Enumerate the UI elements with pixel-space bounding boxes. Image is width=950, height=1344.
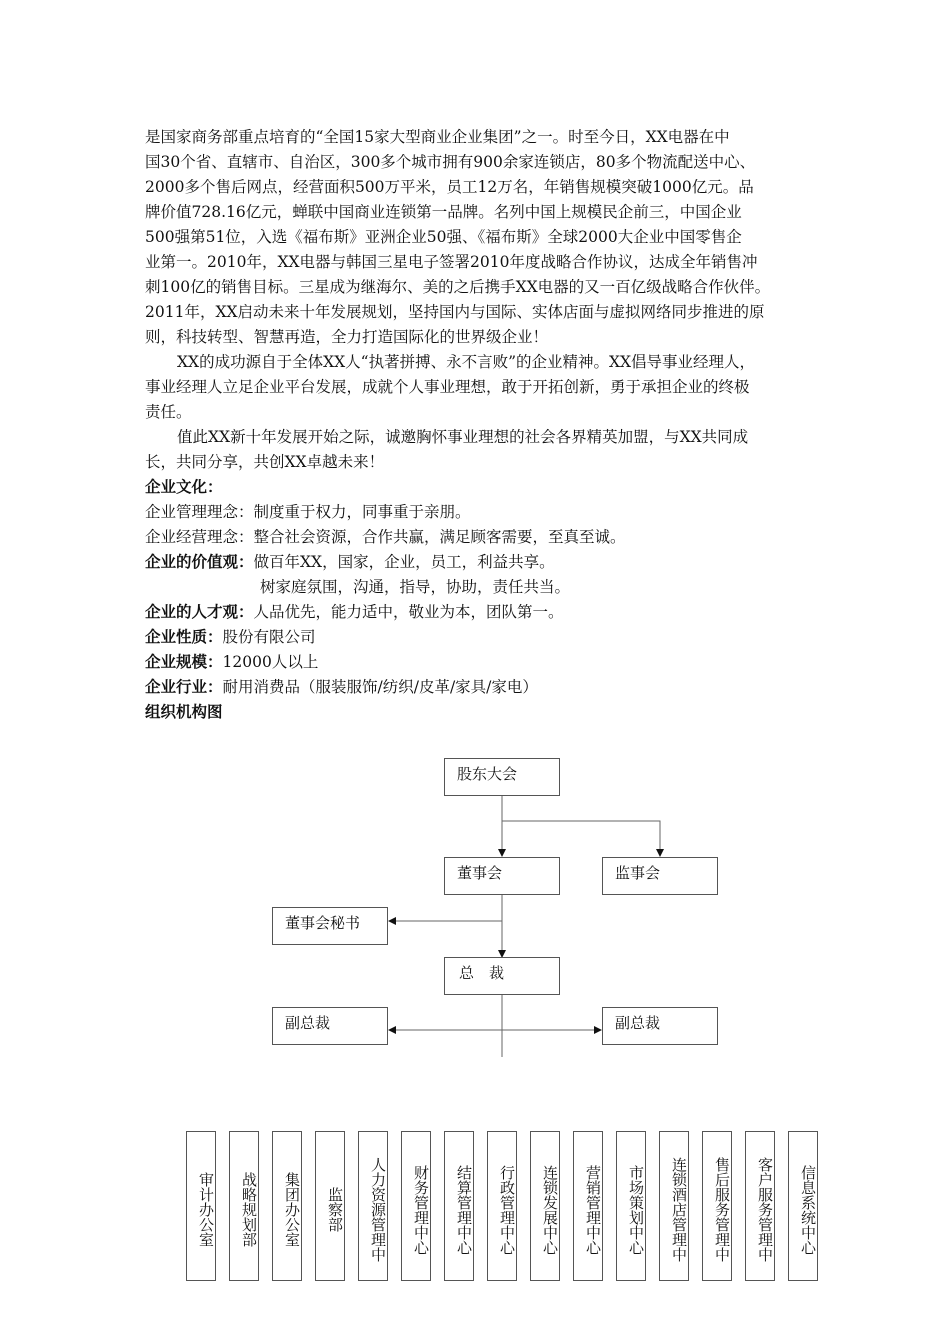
board-box: 董事会 (444, 857, 560, 895)
president-box: 总 裁 (444, 957, 560, 995)
paragraph-1-line-5: 500强第51位，入选《福布斯》亚洲企业50强、《福布斯》全球2000大企业中国零售企 (145, 228, 742, 246)
paragraph-1-line-6: 业第一。2010年，XX电器与韩国三星电子签署2010年度战略合作协议，达成全年销售冲 (145, 253, 758, 271)
vp-right-box: 副总裁 (602, 1007, 718, 1045)
values-label: 企业的价值观： (145, 552, 254, 571)
paragraph-2-line-3: 责任。 (145, 403, 192, 421)
nature-label: 企业性质： (145, 627, 223, 646)
dept-settlement-management: 结算管理中心 (444, 1131, 474, 1281)
operation-label: 企业经营理念： (145, 528, 254, 546)
paragraph-3-line-1: 值此XX新十年发展开始之际，诚邀胸怀事业理想的社会各界精英加盟，与XX共同成 (177, 428, 749, 446)
dept-market-planning: 市场策划中心 (616, 1131, 646, 1281)
scale-label: 企业规模： (145, 652, 223, 671)
paragraph-1-line-3: 2000多个售后网点，经营面积500万平米，员工12万名，年销售规模突破1000亿元。品 (145, 178, 754, 196)
dept-chain-development: 连锁发展中心 (530, 1131, 560, 1281)
dept-supervision: 监察部 (315, 1131, 345, 1281)
management-value: 制度重于权力，同事重于亲朋。 (253, 503, 471, 521)
industry-value: 耐用消费品（服装服饰/纺织/皮革/家具/家电） (222, 678, 538, 696)
paragraph-1-line-7: 刺100亿的销售目标。三星成为继海尔、美的之后携手XX电器的又一百亿级战略合作伙伴。 (145, 278, 771, 296)
talent-value: 人品优先，能力适中，敬业为本，团队第一。 (253, 603, 564, 621)
dept-group-office: 集团办公室 (272, 1131, 302, 1281)
org-chart-heading: 组织机构图 (145, 702, 223, 721)
culture-heading: 企业文化： (145, 477, 223, 496)
paragraph-1-line-1: 是国家商务部重点培育的“全国15家大型商业企业集团”之一。时至今日，XX电器在中 (145, 128, 730, 146)
supervisors-box: 监事会 (602, 857, 718, 895)
dept-administration: 行政管理中心 (487, 1131, 517, 1281)
vp-left-box: 副总裁 (272, 1007, 388, 1045)
paragraph-1-line-9: 则，科技转型、智慧再造，全力打造国际化的世界级企业！ (145, 328, 549, 346)
management-label: 企业管理理念： (145, 503, 254, 521)
paragraph-3-line-2: 长，共同分享，共创XX卓越未来！ (145, 453, 385, 471)
scale-value: 12000人以上 (222, 653, 319, 671)
paragraph-2-line-2: 事业经理人立足企业平台发展，成就个人事业理想，敢于开拓创新，勇于承担企业的终极 (145, 378, 750, 396)
secretary-box: 董事会秘书 (272, 907, 388, 945)
dept-chain-hotel: 连锁酒店管理中 (659, 1131, 689, 1281)
dept-information-systems: 信息系统中心 (788, 1131, 818, 1281)
connector-shareholders-supervisors (502, 821, 660, 856)
paragraph-1-line-4: 牌价值728.16亿元，蝉联中国商业连锁第一品牌。名列中国上规模民企前三，中国企业 (145, 203, 742, 221)
dept-strategy-planning: 战略规划部 (229, 1131, 259, 1281)
paragraph-2-line-1: XX的成功源自于全体XX人“执著拼搏、永不言败”的企业精神。XX倡导事业经理人， (177, 353, 756, 371)
values-line-2: 树家庭氛围，沟通，指导，协助，责任共当。 (260, 578, 571, 596)
dept-customer-service: 客户服务管理中 (745, 1131, 775, 1281)
dept-finance-management: 财务管理中心 (401, 1131, 431, 1281)
industry-label: 企业行业： (145, 677, 223, 696)
shareholders-box: 股东大会 (444, 758, 560, 796)
paragraph-1-line-8: 2011年，XX启动未来十年发展规划，坚持国内与国际、实体店面与虚拟网络同步推进的原 (145, 303, 765, 321)
nature-value: 股份有限公司 (222, 628, 316, 646)
dept-hr-management: 人力资源管理中 (358, 1131, 388, 1281)
dept-after-sales: 售后服务管理中 (702, 1131, 732, 1281)
values-line-1: 做百年XX，国家，企业，员工，利益共享。 (253, 553, 555, 571)
operation-value: 整合社会资源，合作共赢，满足顾客需要，至真至诚。 (253, 528, 626, 546)
dept-marketing-management: 营销管理中心 (573, 1131, 603, 1281)
dept-audit-office: 审计办公室 (186, 1131, 216, 1281)
paragraph-1-line-2: 国30个省、直辖市、自治区，300多个城市拥有900余家连锁店，80多个物流配送中心、 (145, 153, 756, 171)
talent-label: 企业的人才观： (145, 602, 254, 621)
